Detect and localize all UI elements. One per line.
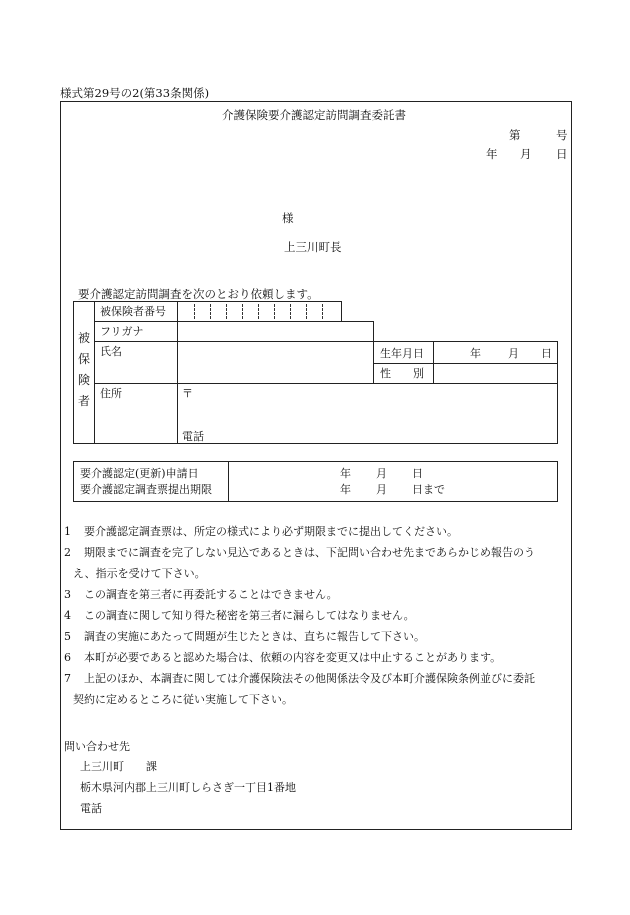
note-text: 期限までに調査を完了しない見込であるときは、下記問い合わせ先まであらかじめ報告のう	[84, 546, 535, 559]
application-date-label: 要介護認定(更新)申請日	[80, 467, 199, 480]
contact-department: 上三川町 課	[80, 760, 157, 773]
contact-address: 栃木県河内郡上三川町しらさぎ一丁目1番地	[80, 781, 296, 794]
submission-deadline-day: 日まで	[412, 483, 445, 496]
contact-heading: 問い合わせ先	[64, 740, 130, 753]
note-number: 6	[64, 651, 71, 664]
note-text: この調査を第三者に再委託することはできません。	[84, 588, 338, 601]
insured-number-label: 被保険者番号	[100, 305, 166, 318]
birth-year: 年	[470, 347, 481, 360]
birth-label: 生年月日	[380, 347, 424, 360]
application-date-year: 年	[340, 467, 351, 480]
date-month: 月	[520, 147, 532, 161]
intro-text: 要介護認定訪問調査を次のとおり依頼します。	[78, 287, 319, 301]
note-text: 調査の実施にあたって問題が生じたときは、直ちに報告して下さい。	[84, 630, 425, 643]
note-number: 5	[64, 630, 71, 643]
note-text: 本町が必要であると認めた場合は、依頼の内容を変更又は中止することがあります。	[84, 651, 502, 664]
address-input[interactable]	[178, 384, 557, 443]
date-year: 年	[486, 147, 498, 161]
phone-label: 電話	[182, 430, 204, 443]
submission-deadline-label: 要介護認定調査票提出期限	[80, 483, 212, 496]
birth-month: 月	[508, 347, 519, 360]
date-day: 日	[556, 147, 568, 161]
birth-day: 日	[541, 347, 552, 360]
birth-date-input[interactable]	[434, 342, 557, 362]
submission-deadline-month: 月	[376, 483, 387, 496]
note-number: 2	[64, 546, 71, 559]
name-input[interactable]	[178, 342, 373, 382]
address-label: 住所	[100, 387, 122, 400]
gender-input[interactable]	[434, 364, 557, 382]
form-reference: 様式第29号の2(第33条関係)	[60, 86, 210, 100]
furigana-label: フリガナ	[100, 325, 144, 338]
insured-number-input[interactable]	[178, 302, 341, 320]
furigana-input[interactable]	[178, 322, 373, 340]
note-text-continued: え、指示を受けて下さい。	[73, 567, 206, 580]
note-number: 7	[64, 672, 71, 685]
submission-deadline-input[interactable]	[229, 481, 557, 501]
submission-deadline-year: 年	[340, 483, 351, 496]
application-date-day: 日	[412, 467, 423, 480]
number-dai: 第	[509, 128, 521, 142]
contact-phone: 電話	[80, 802, 102, 815]
note-number: 3	[64, 588, 71, 601]
note-text: 要介護認定調査票は、所定の様式により必ず期限までに提出してください。	[84, 525, 458, 538]
document-title: 介護保険要介護認定訪問調査委託書	[222, 108, 406, 122]
name-label: 氏名	[100, 345, 122, 358]
recipient-suffix: 様	[282, 211, 294, 225]
postal-mark: 〒	[182, 387, 193, 400]
gender-label: 性 別	[380, 367, 424, 380]
number-go: 号	[556, 128, 568, 142]
note-number: 1	[64, 525, 71, 538]
application-date-input[interactable]	[229, 462, 557, 481]
application-date-month: 月	[376, 467, 387, 480]
issuer-name: 上三川町長	[284, 240, 342, 254]
note-text-continued: 契約に定めるところに従い実施して下さい。	[73, 693, 293, 706]
insured-side-label: 被保険者	[77, 331, 90, 408]
note-text: 上記のほか、本調査に関しては介護保険法その他関係法令及び本町介護保険条例並びに委託	[84, 672, 535, 685]
note-number: 4	[64, 609, 71, 622]
note-text: この調査に関して知り得た秘密を第三者に漏らしてはなりません。	[84, 609, 415, 622]
